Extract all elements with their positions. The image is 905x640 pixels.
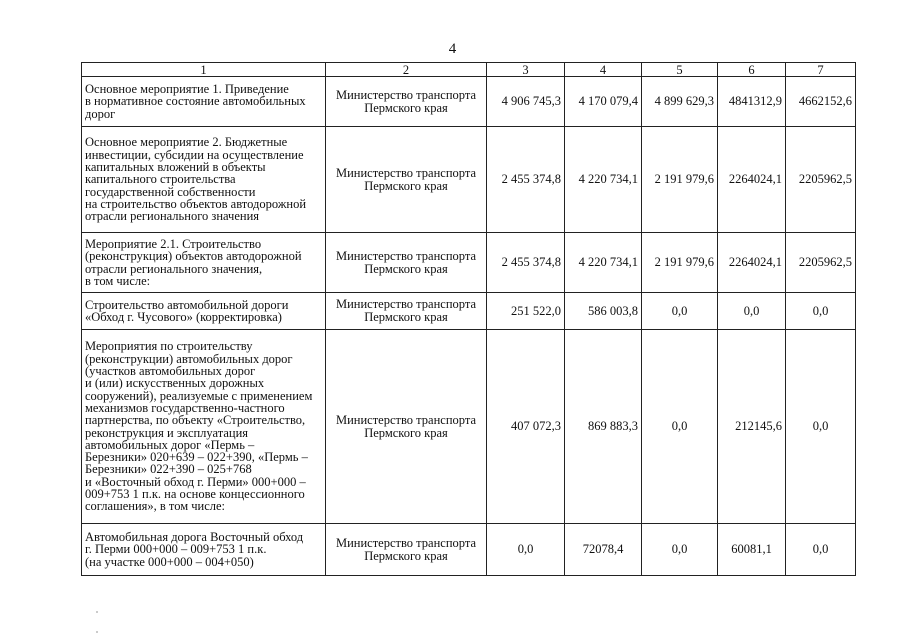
value-cell: 4 170 079,4 <box>565 77 642 127</box>
value-cell: 251 522,0 <box>487 293 565 330</box>
page-number: 4 <box>448 41 457 57</box>
value-cell: 4841312,9 <box>718 77 786 127</box>
column-header: 4 <box>565 63 642 77</box>
value-cell: 4 899 629,3 <box>642 77 718 127</box>
column-number-row <box>82 63 856 77</box>
scan-speck <box>96 611 98 613</box>
value-cell: 4662152,6 <box>786 77 856 127</box>
responsible-org: Министерство транспорта Пермского края <box>326 293 487 330</box>
responsible-org: Министерство транспорта Пермского края <box>326 77 487 127</box>
value-cell: 60081,1 <box>718 524 786 576</box>
value-cell: 869 883,3 <box>565 330 642 524</box>
activity-name: Автомобильная дорога Восточный обход г. Перми 000+000 – 009+753 1 п.к. (на участке 000+000 – 004+050) <box>82 524 326 576</box>
value-cell: 407 072,3 <box>487 330 565 524</box>
value-cell: 2264024,1 <box>718 233 786 293</box>
value-cell: 2264024,1 <box>718 127 786 233</box>
value-cell: 2205962,5 <box>786 127 856 233</box>
activity-name: Основное мероприятие 2. Бюджетные инвестиции, субсидии на осуществление капитальных вложений в объекты капитального строительства государственной собственности на строительство объектов автодорожной отрасли регионального значения <box>82 127 326 233</box>
table-row <box>82 293 856 330</box>
value-cell: 0,0 <box>642 330 718 524</box>
activity-name: Мероприятие 2.1. Строительство (реконструкция) объектов автодорожной отрасли регионального значения, в том числе: <box>82 233 326 293</box>
table-row <box>82 524 856 576</box>
value-cell: 0,0 <box>642 524 718 576</box>
value-cell: 72078,4 <box>565 524 642 576</box>
activity-name: Мероприятия по строительству (реконструкции) автомобильных дорог (участков автомобильных дорог и (или) искусственных дорожных сооружений), реализуемые с применением механизмов государственно-частного партнерства, по объекту «Строительство, реконструкция и эксплуатация автомобильных дорог «Пермь – Березники» 020+639 – 022+390, «Пермь – Березники» 022+390 – 025+768 и «Восточный обход г. Перми» 000+000 – 009+753 1 п.к. на основе концессионного соглашения», в том числе: <box>82 330 326 524</box>
value-cell: 4 220 734,1 <box>565 233 642 293</box>
responsible-org: Министерство транспорта Пермского края <box>326 233 487 293</box>
responsible-org: Министерство транспорта Пермского края <box>326 330 487 524</box>
column-header: 2 <box>326 63 487 77</box>
value-cell: 0,0 <box>786 330 856 524</box>
value-cell: 0,0 <box>786 524 856 576</box>
scan-speck <box>96 631 98 633</box>
column-header: 7 <box>786 63 856 77</box>
value-cell: 2205962,5 <box>786 233 856 293</box>
value-cell: 586 003,8 <box>565 293 642 330</box>
value-cell: 0,0 <box>642 293 718 330</box>
value-cell: 2 191 979,6 <box>642 233 718 293</box>
column-header: 6 <box>718 63 786 77</box>
table-row <box>82 77 856 127</box>
value-cell: 0,0 <box>487 524 565 576</box>
value-cell: 0,0 <box>718 293 786 330</box>
value-cell: 2 455 374,8 <box>487 127 565 233</box>
value-cell: 4 906 745,3 <box>487 77 565 127</box>
value-cell: 0,0 <box>786 293 856 330</box>
table-row <box>82 127 856 233</box>
column-header: 3 <box>487 63 565 77</box>
value-cell: 212145,6 <box>718 330 786 524</box>
column-header: 5 <box>642 63 718 77</box>
column-header: 1 <box>82 63 326 77</box>
table-row <box>82 233 856 293</box>
activity-name: Основное мероприятие 1. Приведение в нормативное состояние автомобильных дорог <box>82 77 326 127</box>
value-cell: 4 220 734,1 <box>565 127 642 233</box>
responsible-org: Министерство транспорта Пермского края <box>326 127 487 233</box>
value-cell: 2 455 374,8 <box>487 233 565 293</box>
table-row <box>82 330 856 524</box>
activity-name: Строительство автомобильной дороги «Обход г. Чусового» (корректировка) <box>82 293 326 330</box>
budget-table <box>81 62 856 576</box>
value-cell: 2 191 979,6 <box>642 127 718 233</box>
responsible-org: Министерство транспорта Пермского края <box>326 524 487 576</box>
